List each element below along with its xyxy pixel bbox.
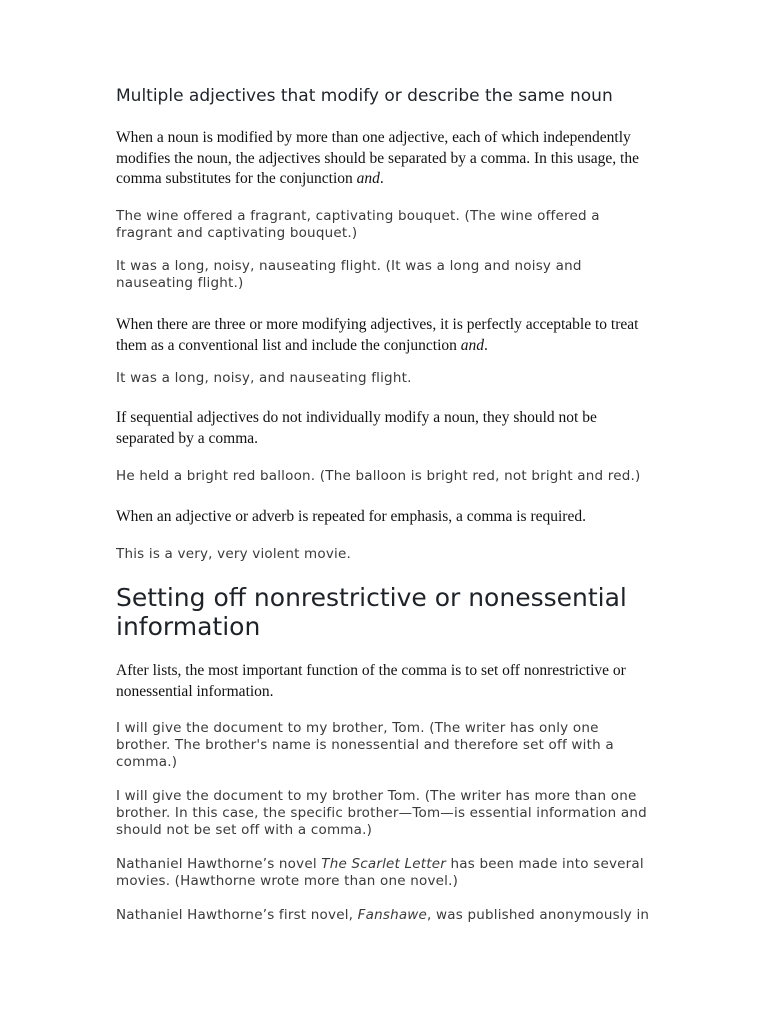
example-text [116, 856, 656, 890]
example-text: It was a long, noisy, nauseating flight. (It was a long and noisy and nauseating flight.) [116, 258, 582, 291]
example-text: I will give the document to my brother Tom. (The writer has more than one brother. In this case, the specific brother—Tom—is essential information and should not be set off with a comma.) [116, 788, 647, 838]
section-heading-large: Setting off nonrestrictive or nonessential information [116, 583, 627, 641]
paragraph-text: When a noun is modified by more than one adjective, each of which independently modifies the noun, the adjectives should be separated by a comma. In this usage, the comma substitutes for the conjunction [116, 129, 639, 187]
paragraph [116, 128, 656, 190]
paragraph: If sequential adjectives do not individually modify a noun, they should not be separated by a comma. [116, 409, 597, 447]
paragraph-text: When there are three or more modifying adjectives, it is perfectly acceptable to treat them as a conventional list and include the conjunction [116, 316, 639, 354]
book-title: Fanshawe [357, 907, 428, 923]
example-text: This is a very, very violent movie. [116, 546, 352, 562]
section-heading: Multiple adjectives that modify or describe the same noun [116, 86, 613, 106]
example-text: It was a long, noisy, and nauseating flight. [116, 370, 412, 386]
example-part: Nathaniel Hawthorne’s first novel, [116, 907, 358, 923]
paragraph-end: . [484, 336, 488, 354]
italic-word: and [460, 336, 485, 354]
example-part: has been made into several movies. (Hawthorne wrote more than one novel.) [116, 856, 644, 889]
example-part: , was published anonymously in [427, 907, 650, 923]
example-text: He held a bright red balloon. (The balloon is bright red, not bright and red.) [116, 468, 641, 484]
paragraph-end: . [379, 170, 384, 187]
paragraph: After lists, the most important function of the comma is to set off nonrestrictive or nonessential information. [116, 662, 626, 700]
example-text: The wine offered a fragrant, captivating bouquet. (The wine offered a fragrant and captivating bouquet.) [116, 208, 600, 241]
italic-word: and [356, 170, 380, 187]
book-title: The Scarlet Letter [321, 856, 446, 872]
example-text: I will give the document to my brother, Tom. (The writer has only one brother. The brother's name is nonessential and therefore set off with a comma.) [116, 720, 614, 770]
paragraph [116, 315, 656, 356]
example-text [116, 907, 656, 924]
paragraph: When an adjective or adverb is repeated for emphasis, a comma is required. [116, 508, 586, 525]
example-part: Nathaniel Hawthorne’s novel [116, 856, 322, 872]
